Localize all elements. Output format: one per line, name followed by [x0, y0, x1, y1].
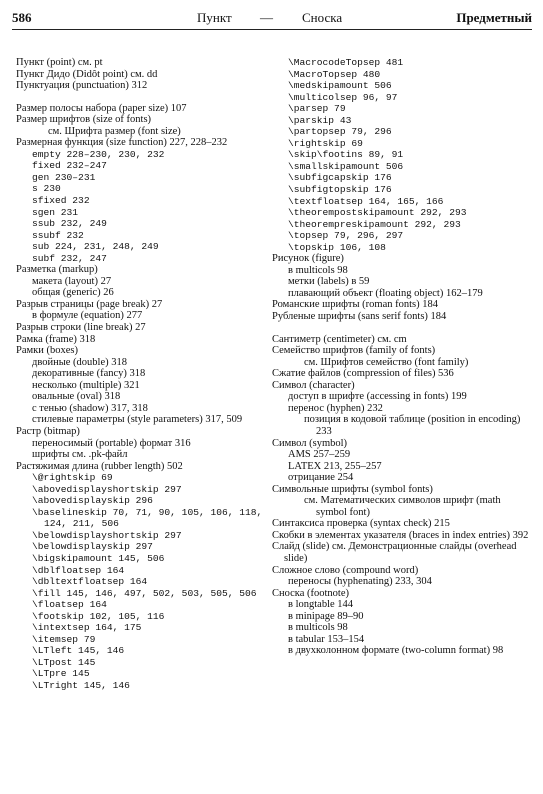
- index-subentry: \subfigcapskip 176: [288, 172, 392, 184]
- index-entry: Пунктуация (punctuation) 312: [16, 80, 148, 92]
- index-subentry: переносимый (portable) формат 316: [32, 437, 191, 449]
- index-subentry: шрифты см. .pk-файл: [32, 449, 128, 461]
- index-entry: Символ (symbol): [272, 437, 348, 449]
- index-subentry: \itemsep 79: [32, 633, 96, 645]
- index-subentry: с тенью (shadow) 317, 318: [32, 402, 148, 414]
- index-subentry: \dblfloatsep 164: [32, 564, 125, 576]
- index-entry: Рисунок (figure): [272, 253, 344, 265]
- index-subentry: s 230: [32, 183, 61, 195]
- index-entry: Сноска (footnote): [272, 587, 350, 599]
- index-subentry: \bigskipamount 145, 506: [32, 552, 165, 564]
- index-subentry: несколько (multiple) 321: [32, 379, 140, 391]
- index-entry: Рубленые шрифты (sans serif fonts) 184: [272, 311, 447, 323]
- index-subentry: метки (labels) в 59: [288, 276, 370, 288]
- index-entry: Размерная функция (size function) 227, 228–232: [16, 137, 228, 149]
- header-dash: —: [260, 10, 273, 25]
- index-subentry: gen 230–231: [32, 171, 96, 183]
- header-rule: [12, 29, 532, 30]
- index-subentry: AMS 257–259: [288, 449, 351, 461]
- index-subentry: \MacrocodeTopsep 481: [288, 57, 404, 68]
- index-subentry: в longtable 144: [288, 599, 354, 611]
- index-subentry: ssub 232, 249: [32, 218, 107, 230]
- index-subentry: \parskip 43: [288, 114, 352, 126]
- index-subentry: двойные (double) 318: [32, 356, 128, 368]
- index-subentry: \theorempostskipamount 292, 293: [288, 207, 467, 219]
- index-subentry: в формуле (equation) 277: [32, 310, 143, 322]
- index-subentry: \smallskipamount 506: [288, 160, 404, 172]
- index-subentry: \multicolsep 96, 97: [288, 91, 398, 103]
- index-subentry: общая (generic) 26: [32, 287, 114, 299]
- index-subentry: \skip\footins 89, 91: [288, 149, 404, 161]
- index-subentry: LATEX 213, 255–257: [288, 460, 382, 472]
- index-subentry: \@rightskip 69: [32, 472, 113, 484]
- page-number: 586: [12, 10, 32, 25]
- index-subentry: \LTpost 145: [32, 656, 96, 668]
- index-subentry: см. Шрифтов семейство (font family): [304, 356, 469, 368]
- index-subentry: \baselineskip 70, 71, 90, 105, 106, 118, 124, 211, 506: [32, 506, 263, 530]
- index-subentry: subf 232, 247: [32, 252, 107, 264]
- index-entry: Сантиметр (centimeter) см. cm: [272, 333, 407, 345]
- index-gap: [272, 323, 534, 334]
- index-subentry: \partopsep 79, 296: [288, 126, 392, 138]
- index-entry: Рамка (frame) 318: [16, 333, 96, 345]
- index-subentry: в minipage 89–90: [288, 610, 364, 622]
- index-subentry: \intextsep 164, 175: [32, 622, 142, 634]
- index-entry: Растр (bitmap): [16, 425, 80, 437]
- index-gap: [16, 92, 266, 103]
- index-subentry: макета (layout) 27: [32, 275, 112, 287]
- index-subentry: \dbltextfloatsep 164: [32, 576, 148, 588]
- section-title: Предметный: [456, 10, 532, 25]
- index-subentry: \abovedisplayshortskip 297: [32, 483, 182, 495]
- index-subentry: переносы (hyphenating) 233, 304: [288, 576, 432, 588]
- index-subentry: \topsep 79, 296, 297: [288, 230, 404, 242]
- index-subentry: \theorempreskipamount 292, 293: [288, 218, 461, 230]
- index-subentry: sfixed 232: [32, 195, 90, 207]
- index-subentry: декоративные (fancy) 318: [32, 368, 146, 380]
- index-subentry: плавающий объект (floating object) 162–179: [288, 287, 483, 299]
- index-subentry: стилевые параметры (style parameters) 317, 509: [32, 414, 243, 426]
- index-subentry: см. Математических символов шрифт (math symbol font): [304, 495, 501, 518]
- index-entry: Символ (character): [272, 379, 355, 391]
- index-entry: Рамки (boxes): [16, 345, 78, 357]
- index-entry: Размер шрифтов (size of fonts): [16, 114, 152, 126]
- index-subentry: \medskipamount 506: [288, 80, 392, 92]
- index-column-left: [16, 57, 266, 692]
- index-subentry: \fill 145, 146, 497, 502, 503, 505, 506: [32, 587, 257, 599]
- index-column-right: [272, 57, 534, 657]
- index-subentry: \LTpre 145: [32, 668, 90, 680]
- index-entry: Пункт (point) см. pt: [16, 57, 103, 68]
- index-entry: Пункт Дидо (Didôt point) см. dd: [16, 68, 158, 80]
- index-entry: Разметка (markup): [16, 264, 98, 276]
- index-subentry: \LTleft 145, 146: [32, 645, 125, 657]
- index-subentry: \abovedisplayskip 296: [32, 495, 153, 507]
- index-subentry: см. Шрифта размер (font size): [48, 125, 181, 137]
- index-subentry: в multicols 98: [288, 622, 348, 634]
- index-subentry: доступ в шрифте (accessing in fonts) 199: [288, 391, 467, 403]
- index-subentry: empty 228–230, 230, 232: [32, 148, 165, 160]
- index-subentry: sgen 231: [32, 206, 79, 218]
- index-entry: Сложное слово (compound word): [272, 564, 419, 576]
- index-subentry: овальные (oval) 318: [32, 391, 121, 403]
- index-subentry: \floatsep 164: [32, 599, 107, 611]
- header-last-entry: Сноска: [302, 10, 343, 25]
- index-entry: Сжатие файлов (compression of files) 536: [272, 368, 454, 380]
- index-entry: Скобки в элементах указателя (braces in index entries) 392: [272, 529, 529, 541]
- index-entry: Семейство шрифтов (family of fonts): [272, 345, 436, 357]
- header-first-entry: Пункт: [197, 10, 232, 25]
- index-entry: Синтаксиса проверка (syntax check) 215: [272, 518, 450, 530]
- index-subentry: в tabular 153–154: [288, 633, 365, 645]
- index-subentry: fixed 232–247: [32, 160, 107, 172]
- index-subentry: \LTright 145, 146: [32, 679, 130, 691]
- index-entry: Разрыв страницы (page break) 27: [16, 298, 163, 310]
- index-subentry: sub 224, 231, 248, 249: [32, 241, 159, 253]
- index-subentry: \rightskip 69: [288, 137, 363, 149]
- index-subentry: \belowdisplayskip 297: [32, 541, 153, 553]
- index-subentry: \subfigtopskip 176: [288, 184, 392, 196]
- index-subentry: отрицание 254: [288, 472, 354, 484]
- index-subentry: \footskip 102, 105, 116: [32, 610, 165, 622]
- index-subentry: в multicols 98: [288, 264, 348, 276]
- index-entry: Размер полосы набора (paper size) 107: [16, 102, 187, 114]
- index-entry: Романские шрифты (roman fonts) 184: [272, 299, 438, 311]
- index-subentry: \topskip 106, 108: [288, 241, 386, 253]
- index-subentry: \belowdisplayshortskip 297: [32, 529, 182, 541]
- index-subentry: в двухколонном формате (two-column format) 98: [288, 645, 504, 657]
- index-entry: Растяжимая длина (rubber length) 502: [16, 460, 183, 472]
- index-subentry: \MacroTopsep 480: [288, 68, 381, 80]
- running-header: [12, 10, 532, 28]
- index-subentry: ssubf 232: [32, 229, 84, 241]
- index-subentry: \parsep 79: [288, 103, 346, 115]
- index-subentry: перенос (hyphen) 232: [288, 402, 383, 414]
- index-entry: Слайд (slide) см. Демонстрационные слайды (overhead slide): [272, 541, 517, 564]
- index-subentry: позиция в кодовой таблице (position in encoding) 233: [304, 414, 521, 437]
- index-subentry: \textfloatsep 164, 165, 166: [288, 195, 444, 207]
- index-entry: Разрыв строки (line break) 27: [16, 322, 146, 334]
- index-entry: Символьные шрифты (symbol fonts): [272, 483, 433, 495]
